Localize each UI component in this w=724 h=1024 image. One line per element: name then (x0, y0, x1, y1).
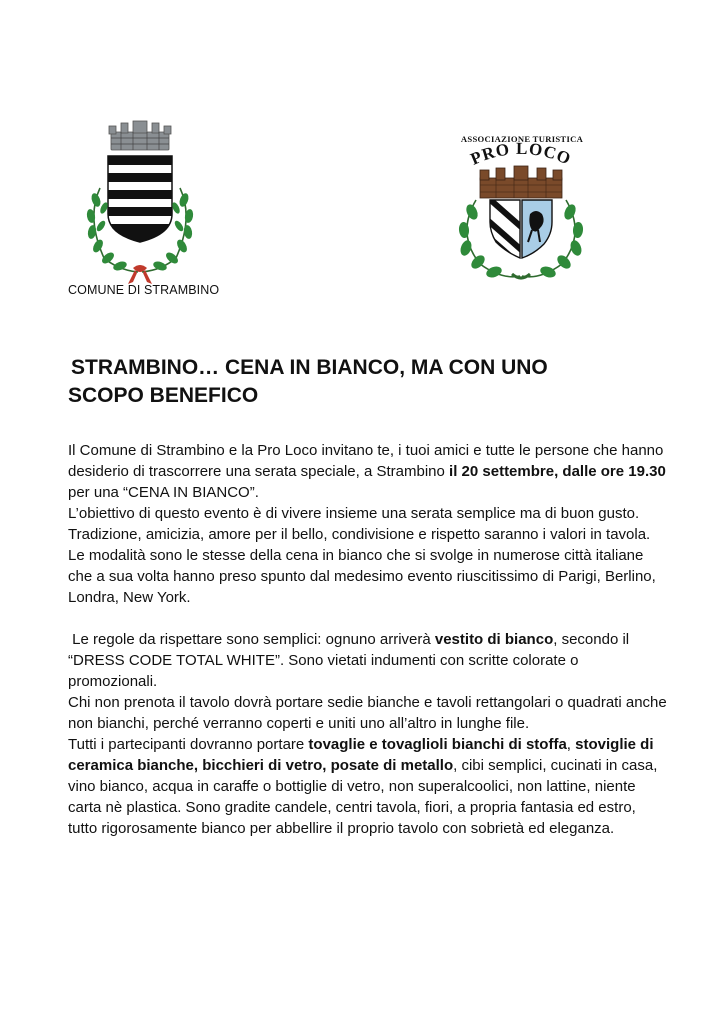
paragraph-partecipanti (68, 734, 668, 839)
dress-code-bold: vestito di bianco (434, 631, 554, 648)
paragraph-text: , (566, 736, 576, 753)
body-text (68, 440, 668, 839)
paragraph-text: per una “CENA IN BIANCO”. (68, 484, 259, 501)
tovaglie-bold: tovaglie e tovaglioli bianchi di stoffa (308, 736, 567, 753)
paragraph-text: Il Comune di Strambino e la Pro Loco invitano te, i tuoi amici e tutte le persone che hanno desiderio di trascorrere una serata speciale, a Strambino (68, 442, 664, 480)
paragraph-regole (68, 629, 668, 692)
svg-text:PRO LOCO (468, 139, 574, 169)
event-date-bold: il 20 settembre, dalle ore 19.30 (449, 463, 666, 480)
associazione-label: ASSOCIAZIONE TURISTICA (460, 134, 584, 144)
strambino-coat-of-arms-icon (78, 118, 202, 286)
paragraph-modalita: Le modalità sono le stesse della cena in bianco che si svolge in numerose città italiane che a sua volta hanno preso spunto dal medesimo evento riuscitissimo di Parigi, Berlino, Londra, New York. (68, 547, 656, 606)
page-title (68, 354, 648, 410)
paragraph-obiettivo: L’obiettivo di questo evento è di vivere insieme una serata semplice ma di buon gusto. Tradizione, amicizia, amore per il bello, condivisione e rispetto saranno i valori in tavola. (68, 505, 651, 543)
paragraph-text: Le regole da rispettare sono semplici: ognuno arriverà (68, 631, 435, 648)
proloco-label: PRO LOCO (467, 138, 575, 169)
pro-loco-logo-icon (436, 130, 606, 288)
paragraph-text: , secondo il “DRESS CODE TOTAL WHITE”. Sono vietati indumenti con scritte colorate o promozionali. (68, 631, 630, 690)
paragraph-text: , cibi semplici, cucinati in casa, vino bianco, acqua in caraffe o bottiglie di vetro, non superalcoolici, non lattine, niente carta nè plastica. Sono gradite candele, centri tavola, fiori, a propria fantasia ed estro, tutto rigorosamente bianco per abbellire il proprio tavolo con sobrietà ed eleganza. (68, 757, 658, 837)
paragraph-invito (68, 440, 668, 503)
paragraph-text: Tutti i partecipanti dovranno portare (68, 736, 309, 753)
title-line-1: STRAMBINO… CENA IN BIANCO, MA CON UNO (71, 356, 548, 379)
comune-label: COMUNE DI STRAMBINO (68, 283, 220, 297)
title-line-2: SCOPO BENEFICO (68, 384, 259, 407)
paragraph-tavoli: Chi non prenota il tavolo dovrà portare sedie bianche e tavoli rettangolari o quadrati anche non bianchi, perché verranno coperti e uniti uno all’altro in lunghe file. (68, 694, 667, 732)
paragraph-spacer (68, 608, 668, 629)
stoviglie-bold: stoviglie di ceramica bianche, bicchieri di vetro, posate di metallo (68, 736, 654, 774)
